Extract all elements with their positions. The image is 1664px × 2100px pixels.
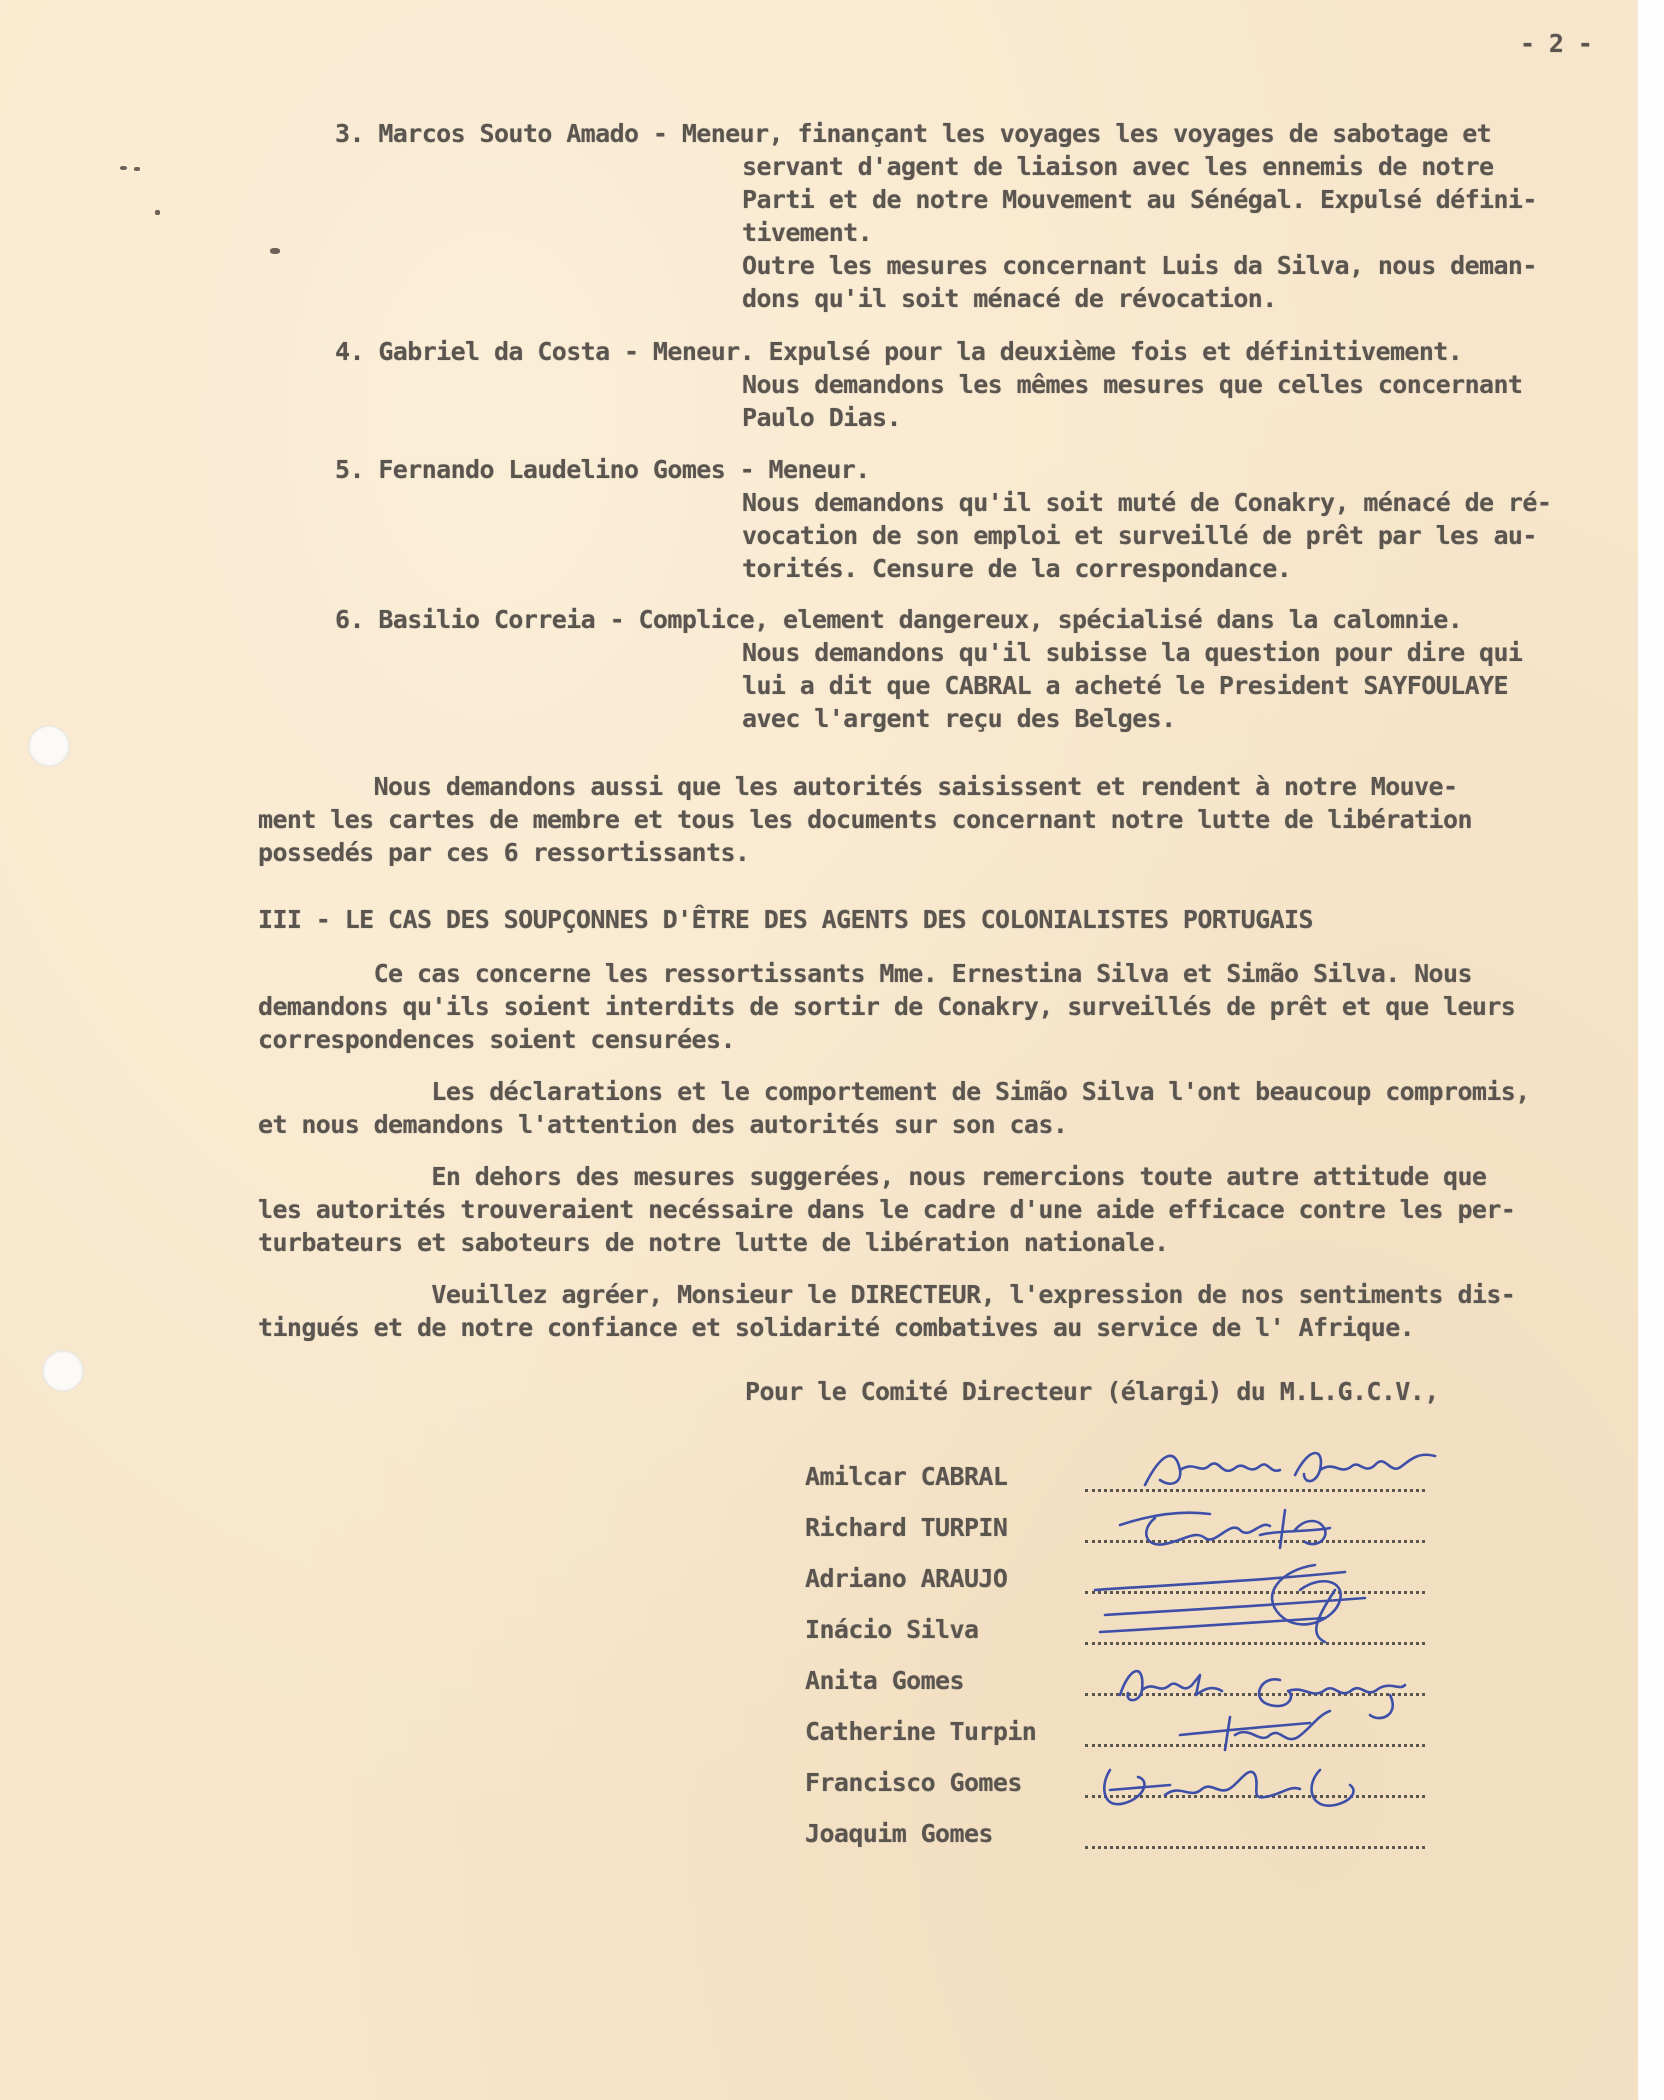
paragraph-line: Nous demandons aussi que les autorités saisissent et rendent à notre Mouve- (258, 772, 1458, 801)
signature-catherine-turpin (1170, 1705, 1350, 1760)
item-5-line: torités. Censure de la correspondance. (742, 554, 1292, 583)
signatory-name: Inácio Silva (805, 1615, 979, 1644)
signatory-name: Francisco Gomes (805, 1768, 1022, 1797)
signature-cabral (1120, 1440, 1460, 1500)
paragraph-line: ment les cartes de membre et tous les documents concernant notre lutte de libération (258, 805, 1472, 834)
paragraph-line: tingués et de notre confiance et solidarité combatives au service de l' Afrique. (258, 1313, 1415, 1342)
signatory-name: Joaquim Gomes (805, 1819, 993, 1848)
signature-line (1085, 1846, 1425, 1849)
item-3-line: Outre les mesures concernant Luis da Silva, nous deman- (742, 251, 1537, 280)
paragraph-line: Ce cas concerne les ressortissants Mme. Ernestina Silva et Simão Silva. Nous (258, 959, 1472, 988)
paragraph-line: possedés par ces 6 ressortissants. (258, 838, 750, 867)
item-6-heading: 6. Basilio Correia - Complice, element dangereux, spécialisé dans la calomnie. (335, 605, 1463, 634)
item-6-line: avec l'argent reçu des Belges. (742, 704, 1176, 733)
signatory-name: Amilcar CABRAL (805, 1462, 1008, 1491)
ink-speck (134, 167, 140, 171)
ink-speck (120, 166, 127, 170)
paragraph-line: correspondences soient censurées. (258, 1025, 735, 1054)
page-number: - 2 - (1520, 29, 1593, 58)
signature-turpin (1110, 1500, 1340, 1555)
signature-francisco-gomes (1090, 1755, 1370, 1825)
item-5-line: vocation de son emploi et surveillé de prêt par les au- (742, 521, 1537, 550)
paragraph-line: Les déclarations et le comportement de Simão Silva l'ont beaucoup compromis, (258, 1077, 1530, 1106)
punch-hole-top (28, 725, 70, 767)
item-6-line: lui a dit que CABRAL a acheté le President SAYFOULAYE (742, 671, 1508, 700)
signatory-name: Anita Gomes (805, 1666, 964, 1695)
item-4-line: Nous demandons les mêmes mesures que celles concernant (742, 370, 1523, 399)
paragraph-line: Veuillez agréer, Monsieur le DIRECTEUR, l'expression de nos sentiments dis- (258, 1280, 1516, 1309)
signature-araujo (1085, 1560, 1385, 1645)
signature-heading: Pour le Comité Directeur (élargi) du M.L.G.C.V., (745, 1377, 1439, 1406)
punch-hole-bottom (42, 1350, 84, 1392)
scan-edge (1638, 0, 1664, 2100)
ink-speck (270, 248, 280, 254)
signatory-name: Richard TURPIN (805, 1513, 1008, 1542)
item-6-line: Nous demandons qu'il subisse la question pour dire qui (742, 638, 1523, 667)
item-4-line: Paulo Dias. (742, 403, 901, 432)
item-3-line: dons qu'il soit ménacé de révocation. (742, 284, 1277, 313)
paragraph-line: En dehors des mesures suggerées, nous remercions toute autre attitude que (258, 1162, 1487, 1191)
section-title: III - LE CAS DES SOUPÇONNES D'ÊTRE DES AGENTS DES COLONIALISTES PORTUGAIS (258, 905, 1313, 934)
item-3-line: tivement. (742, 218, 873, 247)
paragraph-line: les autorités trouveraient necéssaire dans le cadre d'une aide efficace contre les per- (258, 1195, 1516, 1224)
item-5-heading: 5. Fernando Laudelino Gomes - Meneur. (335, 455, 870, 484)
paragraph-line: demandons qu'ils soient interdits de sortir de Conakry, surveillés de prêt et que leurs (258, 992, 1516, 1021)
signatory-name: Adriano ARAUJO (805, 1564, 1008, 1593)
paragraph-line: et nous demandons l'attention des autorités sur son cas. (258, 1110, 1068, 1139)
signatory-name: Catherine Turpin (805, 1717, 1037, 1746)
item-3-line: servant d'agent de liaison avec les ennemis de notre (742, 152, 1494, 181)
paragraph-line: turbateurs et saboteurs de notre lutte de libération nationale. (258, 1228, 1169, 1257)
item-3-heading: 3. Marcos Souto Amado - Meneur, finançant les voyages les voyages de sabotage et (335, 119, 1492, 148)
ink-speck (155, 210, 160, 215)
item-4-heading: 4. Gabriel da Costa - Meneur. Expulsé pour la deuxième fois et définitivement. (335, 337, 1463, 366)
item-5-line: Nous demandons qu'il soit muté de Conakry, ménacé de ré- (742, 488, 1552, 517)
item-3-line: Parti et de notre Mouvement au Sénégal. Expulsé défini- (742, 185, 1537, 214)
